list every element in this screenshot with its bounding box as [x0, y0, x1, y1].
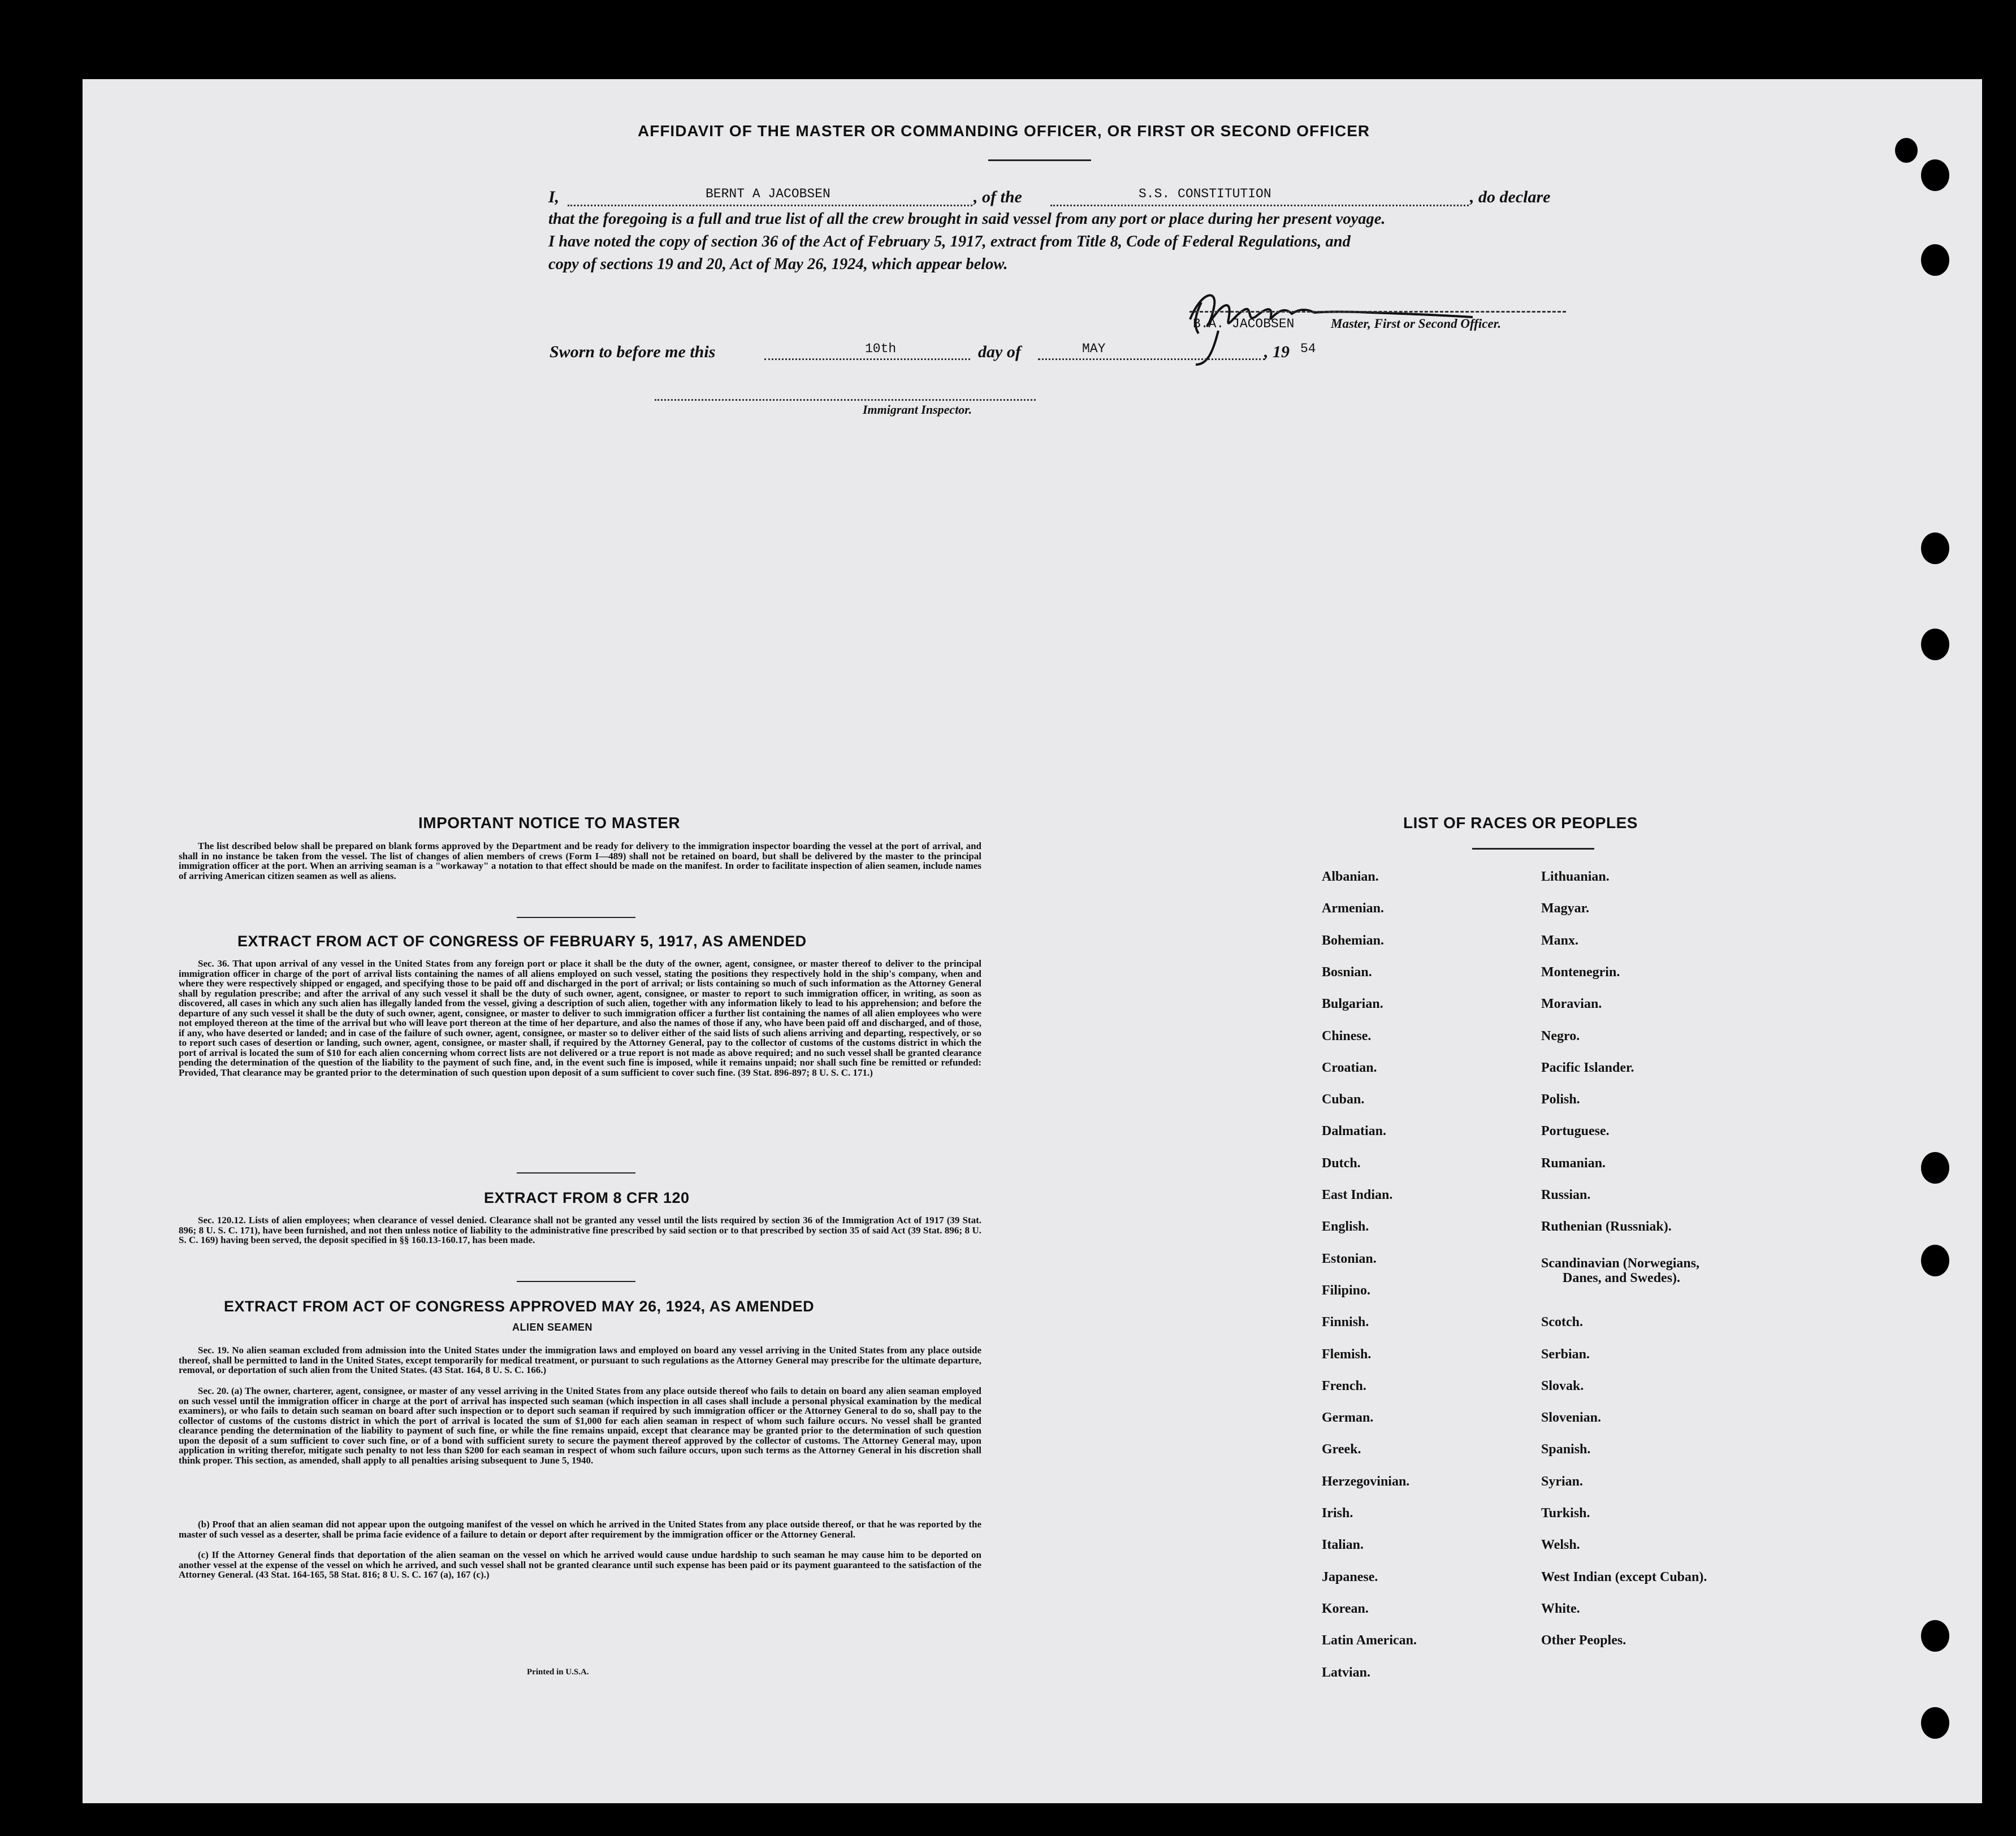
extract-1924-sec20c: (c) If the Attorney General finds that deportation of the alien seaman on the vessel on which he arrived would cause undue hardship to such seaman he may cause him to be deported on another vessel at the expense of the vessel on which he arrived, and such vessel shall not be granted clearance until such expense has been paid or its payment guaranteed to the satisfaction of the Attorney General. (43 Stat. 164-165, 58 Stat. 816; 8 U. S. C. 167 (a), 167 (c).): [179, 1549, 981, 1580]
punch-hole: [1921, 159, 1949, 191]
race-item: Manx.: [1541, 933, 1578, 948]
extract-1924-sec20b: (b) Proof that an alien seaman did not appear upon the outgoing manifest of the vessel on which he arrived in the United States from any place outside thereof, or that he was reported by the master of such vessel as a deserter, shall be prima facie evidence of a failure to detain or deport after requirement by the immigration officer or the Attorney General.: [179, 1519, 981, 1540]
race-item: French.: [1322, 1378, 1366, 1393]
sworn-day-line: [764, 358, 970, 360]
race-item: Bohemian.: [1322, 933, 1385, 948]
master-name-field[interactable]: BERNT A JACOBSEN: [706, 187, 830, 201]
race-item: Chinese.: [1322, 1028, 1372, 1043]
extract-1917-divider: [517, 1172, 635, 1174]
race-item: Japanese.: [1322, 1569, 1378, 1584]
race-item: Scandinavian (Norwegians,: [1541, 1255, 1700, 1271]
race-item: Negro.: [1541, 1028, 1580, 1043]
punch-hole: [1895, 138, 1918, 163]
punch-hole: [1921, 1245, 1949, 1276]
punch-hole: [1921, 244, 1949, 276]
race-item: Irish.: [1322, 1506, 1353, 1521]
extract-cfr-body: Sec. 120.12. Lists of alien employees; when clearance of vessel denied. Clearance shall not be granted any vessel until the lists required by section 36 of the Immigration Act of 1917 (39 Stat. 896; 8 U. S. C. 171), have been furnished, and not then unless notice of liability to the administrative fine prescribed by said section or to that prescribed by section 35 of said Act (39 Stat. 896; 8 U. S. C. 169) having been served, the deposit specified in §§ 160.13-160.17, has been made.: [179, 1215, 981, 1245]
inspector-signature-line: [655, 399, 1036, 401]
race-item: Flemish.: [1322, 1346, 1372, 1362]
vessel-line: [1050, 205, 1469, 206]
race-item: Moravian.: [1541, 997, 1602, 1012]
extract-cfr-title: EXTRACT FROM 8 CFR 120: [484, 1189, 690, 1206]
race-item: Other Peoples.: [1541, 1633, 1626, 1648]
title-divider: [988, 159, 1091, 161]
declaration-line-2: that the foregoing is a full and true list of all the crew brought in said vessel from any port or place during her present voyage.: [548, 210, 1386, 228]
punch-hole: [1921, 1707, 1949, 1739]
extract-1917-title: EXTRACT FROM ACT OF CONGRESS OF FEBRUARY 5, 1917, AS AMENDED: [237, 933, 807, 950]
extract-1924-sec20a: Sec. 20. (a) The owner, charterer, agent, consignee, or master of any vessel arriving in the United States from any place outside thereof who fails to detain on board any alien seaman employed on such vessel until the immigration officer in charge at the port of arrival has inspected such seaman (which inspection in all cases shall include a personal physical examination by the medical examiners), or who fails to detain such seaman on board after such inspection or to deport such seaman if required by such immigration officer or the Attorney General to do so, shall pay to the collector of customs of the customs district in which the port of arrival is located the sum of $1,000 for each alien seaman in respect of whom such failure occurs. No vessel shall be granted clearance pending the determination of the liability to payment of such fine, or while the fine remains unpaid, except that clearance may be granted prior to the determination of such question upon the deposit of a sum sufficient to cover such fine, or of a bond with sufficient surety to secure the payment thereof approved by the collector of customs. The Attorney General may, upon application in writing therefor, mitigate such penalty to not less than $200 for each seaman in respect of whom such failure occurs, upon such terms as the Attorney General in his discretion shall think proper. This section, as amended, shall apply to all penalties arising subsequent to June 5, 1940.: [179, 1385, 981, 1466]
race-item: Herzegovinian.: [1322, 1474, 1410, 1489]
race-item: Syrian.: [1541, 1474, 1584, 1489]
vessel-name-field[interactable]: S.S. CONSTITUTION: [1139, 187, 1271, 201]
race-item: Danes, and Swedes).: [1563, 1270, 1681, 1285]
race-item: Rumanian.: [1541, 1155, 1606, 1171]
notice-divider: [517, 917, 635, 918]
race-item: Albanian.: [1322, 869, 1379, 884]
race-item: Pacific Islander.: [1541, 1060, 1634, 1075]
of-the-label: , of the: [974, 188, 1022, 206]
notice-title: IMPORTANT NOTICE TO MASTER: [418, 814, 681, 832]
race-item: Lithuanian.: [1541, 869, 1610, 884]
race-item: Filipino.: [1322, 1283, 1371, 1298]
race-item: Dalmatian.: [1322, 1124, 1386, 1139]
extract-1917-body: Sec. 36. That upon arrival of any vessel in the United States from any foreign port or place it shall be the duty of the owner, agent, consignee, or master thereof to deliver to the principal immigration officer in charge of the port of arrival lists containing the names of all aliens employed on such vessel, stating the positions they respectively hold in the ship's company, when and where they were respectively shipped or engaged, and specifying those to be paid off and discharged in the port of arrival; or lists containing so much of such information as the Attorney General shall by regulation prescribe; and after the arrival of any such vessel it shall be the duty of such owner, agent, consignee, or master to report to such immigration officer, in writing, as soon as discovered, all cases in which any such alien has illegally landed from the vessel, giving a description of such alien, together with any information likely to lead to his apprehension; and before the departure of any such vessel it shall be the duty of such owner, agent, consignee, or master to deliver to such immigration officer a further list containing the names of all alien employees who were not employed thereon at the time of the arrival but who will leave port thereon at the time of her departure, and also the names of those if any, who have been paid off and discharged, and of those, if any, who have deserted or landed; and in case of the failure of such owner, agent, consignee, or master so to deliver either of the said lists of such aliens arriving and departing, respectively, or so to report such cases of desertion or landing, such owner, agent, consignee, or master shall, if required by the Attorney General, pay to the collector of customs of the customs district in which the port of arrival is located the sum of $10 for each alien concerning whom correct lists are not delivered or a true report is not made as above required; and no such vessel shall be granted clearance pending the determination of the question of the liability to the payment of such fine, and, in the event such fine is imposed, while it remains unpaid; nor shall such fine be remitted or refunded: Provided, That clearance may be granted prior to the determination of such question upon deposit of a sum sufficient to cover such fine. (39 Stat. 896-897; 8 U. S. C. 171.): [179, 958, 981, 1078]
declaration-line-3: I have noted the copy of section 36 of the Act of February 5, 1917, extract from Title 8, Code of Federal Regulations, and: [548, 233, 1351, 250]
extract-cfr-divider: [517, 1281, 635, 1282]
signature-line: [1189, 311, 1566, 313]
race-item: Finnish.: [1322, 1315, 1369, 1330]
race-item: Dutch.: [1322, 1155, 1361, 1171]
declare-i-label: I,: [548, 188, 560, 206]
signer-printed-name: B.A. JACOBSEN: [1193, 317, 1295, 331]
race-item: Estonian.: [1322, 1251, 1377, 1266]
punch-hole: [1921, 1620, 1949, 1652]
race-item: Scotch.: [1541, 1315, 1583, 1330]
signer-caption: Master, First or Second Officer.: [1331, 317, 1502, 331]
race-item: Latin American.: [1322, 1633, 1417, 1648]
race-item: Slovak.: [1541, 1378, 1584, 1393]
do-declare-label: , do declare: [1470, 188, 1551, 206]
race-item: Greek.: [1322, 1442, 1361, 1457]
affidavit-title: AFFIDAVIT OF THE MASTER OR COMMANDING OFFICER, OR FIRST OR SECOND OFFICER: [638, 122, 1370, 140]
race-item: English.: [1322, 1219, 1369, 1235]
sworn-year-field[interactable]: 54: [1300, 341, 1316, 356]
extract-1924-title: EXTRACT FROM ACT OF CONGRESS APPROVED MAY 26, 1924, AS AMENDED: [224, 1298, 815, 1315]
race-item: Latvian.: [1322, 1665, 1371, 1680]
race-item: Polish.: [1541, 1092, 1580, 1107]
declaration-line-4: copy of sections 19 and 20, Act of May 26, 1924, which appear below.: [548, 256, 1008, 273]
race-item: Montenegrin.: [1541, 964, 1620, 980]
race-item: West Indian (except Cuban).: [1541, 1569, 1707, 1584]
race-item: East Indian.: [1322, 1188, 1393, 1202]
race-item: Turkish.: [1541, 1506, 1590, 1521]
race-item: Croatian.: [1322, 1060, 1377, 1075]
punch-hole: [1921, 532, 1949, 564]
inspector-caption: Immigrant Inspector.: [863, 402, 972, 417]
race-item: Slovenian.: [1541, 1410, 1602, 1426]
sworn-day-field[interactable]: 10th: [865, 341, 897, 356]
race-item: Korean.: [1322, 1601, 1369, 1616]
race-item: German.: [1322, 1410, 1374, 1426]
race-item: Ruthenian (Russniak).: [1541, 1219, 1672, 1235]
notice-body: The list described below shall be prepared on blank forms approved by the Department and be ready for delivery to the immigration inspector boarding the vessel at the port of arrival, and shall in no instance be taken from the vessel. The list of changes of alien members of crews (Form I—489) shall not be retained on board, but shall be delivered by the master to the principal immigration officer at the port. When an arriving seaman is a "workaway" a notation to that effect should be made on the manifest. In order to facilitate inspection of alien seamen, include names of arriving American citizen seamen as well as aliens.: [179, 841, 981, 881]
master-name-line: [568, 205, 972, 206]
race-item: White.: [1541, 1601, 1580, 1616]
punch-hole: [1921, 1152, 1949, 1184]
race-item: Russian.: [1541, 1188, 1591, 1202]
extract-1924-subtitle: ALIEN SEAMEN: [512, 1322, 593, 1333]
race-item: Serbian.: [1541, 1346, 1590, 1362]
races-title: LIST OF RACES OR PEOPLES: [1403, 814, 1638, 832]
extract-1924-sec19: Sec. 19. No alien seaman excluded from admission into the United States under the immigration laws and employed on board any vessel arriving in the United States from any place outside thereof, shall be permitted to land in the United States, except temporarily for medical treatment, or pursuant to such regulations as the Attorney General may prescribe for the ultimate departure, removal, or deportation of such alien from the United States. (43 Stat. 164, 8 U. S. C. 166.): [179, 1345, 981, 1375]
race-item: Spanish.: [1541, 1442, 1591, 1457]
printed-in-usa: Printed in U.S.A.: [527, 1668, 589, 1677]
race-item: Italian.: [1322, 1538, 1364, 1553]
race-item: Cuban.: [1322, 1092, 1365, 1107]
race-item: Armenian.: [1322, 901, 1384, 916]
race-item: Magyar.: [1541, 901, 1590, 916]
year-prefix: , 19: [1264, 343, 1290, 361]
race-item: Welsh.: [1541, 1538, 1580, 1553]
punch-hole: [1921, 629, 1949, 660]
race-item: Portuguese.: [1541, 1124, 1610, 1139]
sworn-label: Sworn to before me this: [550, 343, 716, 361]
day-of-label: day of: [978, 343, 1021, 361]
races-divider: [1472, 848, 1594, 850]
sworn-month-field[interactable]: MAY: [1082, 341, 1106, 356]
sworn-month-line: [1038, 358, 1265, 360]
race-item: Bulgarian.: [1322, 997, 1383, 1012]
race-item: Bosnian.: [1322, 964, 1372, 980]
